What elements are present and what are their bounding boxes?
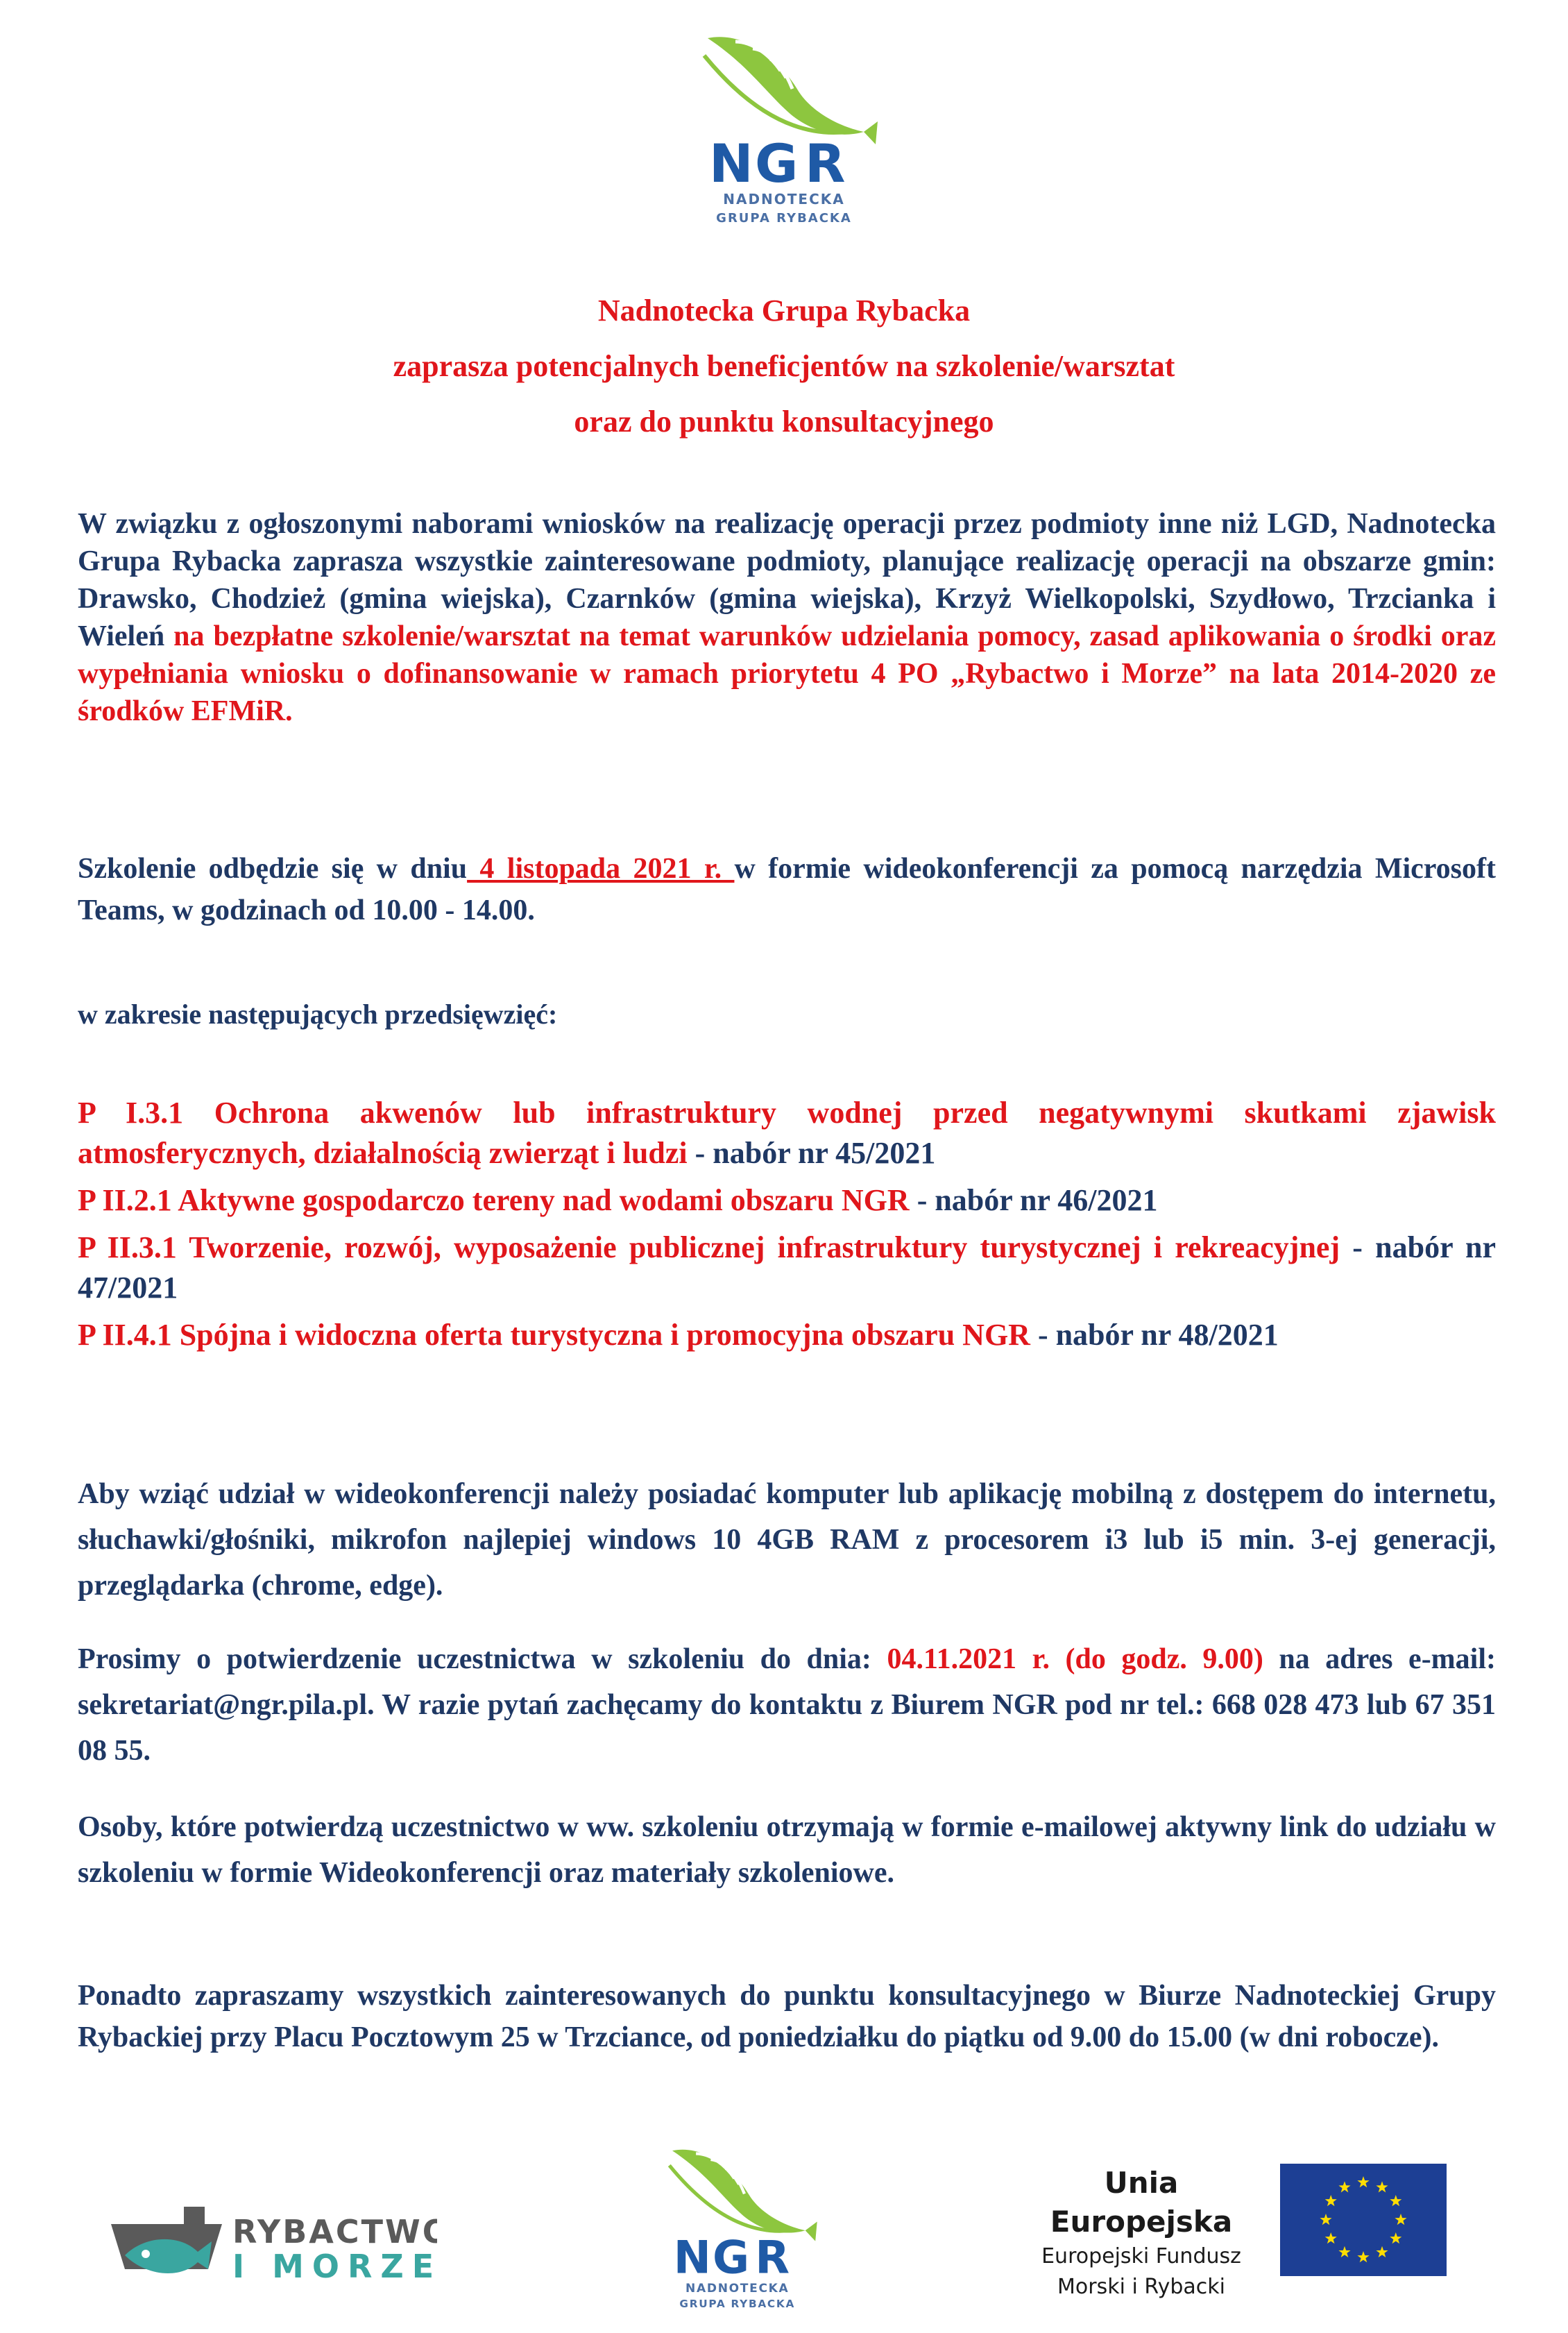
fish-boat-icon (104, 2193, 437, 2290)
svg-text:GRUPA RYBACKA: GRUPA RYBACKA (716, 211, 852, 226)
project-nabor: - nabór nr 47/2021 (78, 1230, 1496, 1305)
svg-text:RYBACTWO: RYBACTWO (232, 2213, 437, 2250)
svg-text:N: N (709, 133, 753, 194)
svg-text:G: G (755, 133, 799, 194)
project-nabor: - nabór nr 48/2021 (1030, 1318, 1279, 1352)
projects-list (78, 1093, 1496, 1355)
confirmation-paragraph (78, 1636, 1496, 1774)
scope-label: w zakresie następujących przedsięwzięć: (78, 999, 558, 1030)
project-title: P II.4.1 Spójna i widoczna oferta turystyczna i promocyjna obszaru NGR (78, 1318, 1030, 1352)
project-item (78, 1180, 1496, 1221)
date-text-2: w formie wideokonferencji za pomocą narzędzia Microsoft Teams, w godzinach od 10.00 - 14.00. (78, 853, 1496, 926)
intro-highlight: na bezpłatne szkolenie/warsztat na temat warunków udzielania pomocy, zasad aplikowania o środki oraz wypełniania wniosku o dofinansowanie w ramach priorytetu 4 PO „Rybactwo i Morze” na lata 2014-2020 ze środków EFMiR. (78, 620, 1496, 727)
eu-flag (1280, 2164, 1447, 2276)
svg-text:GRUPA RYBACKA: GRUPA RYBACKA (679, 2298, 796, 2310)
ngr-fish-logo-icon (661, 2137, 820, 2318)
project-item (78, 1315, 1496, 1355)
eu-fund-line1: Europejski Fundusz (1041, 2244, 1241, 2268)
eu-fund-text (1009, 2164, 1273, 2302)
svg-text:NADNOTECKA: NADNOTECKA (723, 191, 845, 207)
invitation-subtitle-1: zaprasza potencjalnych beneficjentów na szkolenie/warsztat (393, 349, 1175, 383)
svg-text:R: R (805, 133, 846, 194)
ngr-fish-logo-icon (694, 28, 881, 229)
svg-text:R: R (755, 2232, 790, 2284)
project-nabor: - nabór nr 45/2021 (687, 1136, 936, 1170)
project-title: P I.3.1 Ochrona akwenów lub infrastruktury wodnej przed negatywnymi skutkami zjawisk atmosferycznych, działalnością zwierząt i ludzi (78, 1096, 1496, 1170)
svg-text:N: N (673, 2232, 711, 2284)
date-paragraph (78, 848, 1496, 931)
ngr-logo-top (694, 28, 881, 229)
intro-paragraph (78, 505, 1496, 730)
project-item (78, 1093, 1496, 1173)
link-info-paragraph: Osoby, które potwierdzą uczestnictwo w ww. szkoleniu otrzymają w formie e-mailowej aktywny link do udziału w szkoleniu w formie Wideokonferencji oraz materiały szkoleniowe. (78, 1811, 1496, 1889)
project-title: P II.2.1 Aktywne gospodarczo tereny nad wodami obszaru NGR (78, 1183, 910, 1217)
svg-text:NADNOTECKA: NADNOTECKA (685, 2281, 790, 2296)
ngr-logo-bottom (661, 2137, 820, 2318)
eu-title: Unia Europejska (1050, 2166, 1233, 2239)
invitation-headings (0, 283, 1568, 450)
rybactwo-i-morze-logo (104, 2193, 437, 2290)
eu-flag-icon (1280, 2164, 1447, 2276)
svg-text:I MORZE: I MORZE (232, 2248, 437, 2285)
confirm-text-1: Prosimy o potwierdzenie uczestnictwa w szkoleniu do dnia: (78, 1643, 887, 1675)
organization-title: Nadnotecka Grupa Rybacka (597, 294, 971, 328)
project-item (78, 1228, 1496, 1308)
requirements-paragraph: Aby wziąć udział w wideokonferencji należy posiadać komputer lub aplikację mobilną z dostępem do internetu, słuchawki/głośniki, mikrofon najlepiej windows 10 4GB RAM z procesorem i3 lub i5 min. 3-ej generacji, przeglądarka (chrome, edge). (78, 1478, 1496, 1602)
project-nabor: - nabór nr 46/2021 (909, 1183, 1158, 1217)
invitation-subtitle-2: oraz do punktu konsultacyjnego (574, 405, 994, 439)
date-text-1: Szkolenie odbędzie się w dniu (78, 853, 468, 885)
svg-text:G: G (712, 2232, 750, 2284)
confirm-text-2: na adres e-mail: sekretariat@ngr.pila.pl. W razie pytań zachęcamy do kontaktu z Biurem NGR pod nr tel.: 668 028 473 lub 67 351 08 55. (78, 1643, 1496, 1767)
training-date: 4 listopada 2021 r. (467, 853, 735, 885)
eu-fund-line2: Morski i Rybacki (1057, 2275, 1225, 2299)
intro-text: W związku z ogłoszonymi naborami wniosków na realizację operacji przez podmioty inne niż LGD, Nadnotecka Grupa Rybacka zaprasza wszystkie zainteresowane podmioty, planujące realizację operacji na obszarze gmin: Drawsko, Chodzież (gmina wiejska), Czarnków (gmina wiejska), Krzyż Wielkopolski, Szydłowo, Trzcianka i Wieleń (78, 508, 1496, 652)
consultation-paragraph: Ponadto zapraszamy wszystkich zainteresowanych do punktu konsultacyjnego w Biurze Nadnoteckiej Grupy Rybackiej przy Placu Pocztowym 25 w Trzciance, od poniedziałku do piątku od 9.00 do 15.00 (w dni robocze). (78, 1980, 1496, 2053)
confirm-deadline: 04.11.2021 r. (do godz. 9.00) (887, 1643, 1263, 1675)
project-title: P II.3.1 Tworzenie, rozwój, wyposażenie publicznej infrastruktury turystycznej i rekreacyjnej (78, 1230, 1340, 1264)
